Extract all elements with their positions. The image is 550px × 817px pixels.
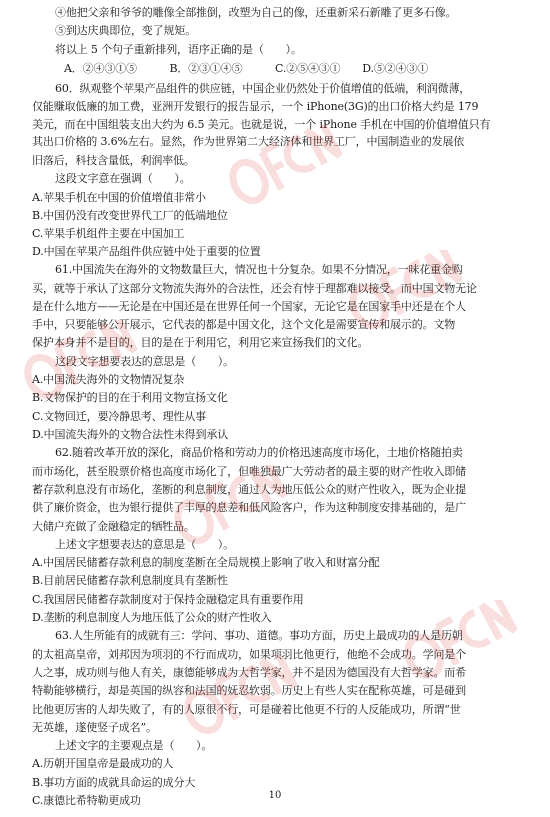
text-line: C.我国居民储蓄存款制度对于保持金融稳定具有重要作用 — [32, 593, 304, 606]
text-line: D.中国在苹果产品组件供应链中处于重要的位置 — [32, 245, 261, 258]
text-line: 上述文字的主要观点是（ ）。 — [55, 739, 213, 752]
text-line: D.中国流失海外的文物合法性未得到承认 — [32, 428, 229, 441]
text-line: 特勒能够横行，却是英国的纵容和法国的妩忍软弱。历史上有些人实在配称英雄，可是碰到 — [32, 684, 466, 697]
text-line: A.中国居民储蓄存款利息的制度垄断在全局规模上影响了收入和财富分配 — [32, 556, 380, 569]
text-line: C.文物回迁，要冷静思考、理性从事 — [32, 410, 206, 423]
text-line: 仅能赚取低廉的加工费，亚洲开发银行的报告显示，一个 iPhone(3G)的出口价格大约是 179 — [32, 100, 479, 113]
text-line: 手中，只要能够公开展示，它代表的都是中国文化，这个文化是需要宣传和展示的。文物 — [32, 318, 456, 331]
text-line: 买，就等于承认了这部分文物流失海外的合法性，还会有悖于理都难以接受。而中国文物无论 — [32, 282, 477, 295]
text-line: 上述文字想要表达的意思是（ ）。 — [55, 538, 234, 551]
text-line: 旧落后，科技含量低，利润率低。 — [32, 154, 195, 167]
text-line: 60．纵观整个苹果产品组件的供应链，中国企业仍然处于价值增值的低端，利润微薄， — [55, 82, 471, 95]
text-line: 供了廉价资金，也为银行提供了丰厚的息差和低风险客户，作为这种制度安排基础的，是广 — [32, 501, 466, 514]
text-line: ④他把父亲和爷爷的雕像全部推倒，改塑为自己的像，还重新采石新雕了更多石像。 — [55, 6, 457, 19]
text-line: ⑤到达庆典即位，变了规矩。 — [55, 24, 197, 37]
text-line: B.事功方面的成就具命运的成分大 — [32, 776, 196, 789]
text-line: 的太祖高皇帝，刘邦因为项羽的不行而成功，如果项羽比他更行，他绝不会成功。学问是个 — [32, 648, 466, 661]
page-number: 10 — [268, 790, 282, 801]
text-line: 将以上 5 个句子重新排列，语序正确的是（ ）。 — [55, 43, 302, 56]
text-line: 保护本身并不是目的，目的是在于利用它，利用它来宣扬我们的文化。 — [32, 336, 369, 349]
text-line: 这段文字意在强调（ ）。 — [55, 172, 191, 185]
text-line: 无英雄，遂使竖子成名”。 — [32, 721, 157, 734]
text-line: B.目前居民储蓄存款利息制度具有垄断性 — [32, 574, 228, 587]
text-line: 是在什么地方——无论是在中国还是在世界任何一个国家，无论它是在国家手中还是在个人 — [32, 300, 466, 313]
text-line: A．②④③①⑤ B．②③①④⑤ C.②⑤④③① D.⑤②④③① — [64, 62, 429, 75]
text-line: 其出口价格的 3.6%左右。显然，作为世界第二大经济体和世界工厂，中国制造业的发展依 — [32, 135, 465, 148]
text-line: 而市场化，甚至股票价格也高度市场化了，但唯独最广大劳动者的最主要的财产性收入即储 — [32, 465, 466, 478]
text-line: C.康德比希特勒更成功 — [32, 794, 141, 807]
text-line: 美元，而在中国组装支出大约为 6.5 美元。也就是说，一个 iPhone 手机在中国的价值增值只有 — [32, 118, 491, 131]
text-line: 62.随着改革开放的深化，商品价格和劳动力的价格迅速高度市场化，土地价格随拍卖 — [55, 446, 463, 459]
text-line: A.中国流失海外的文物情况复杂 — [32, 373, 185, 386]
text-line: A.苹果手机在中国的价值增值非常小 — [32, 191, 206, 204]
text-line: B.中国仍没有改变世界代工厂的低端地位 — [32, 209, 228, 222]
text-line: 63.人生所能有的成就有三：学问、事功、道德。事功方面，历史上最成功的人是历朝 — [55, 629, 463, 642]
text-line: D.垄断的利息制度人为地压低了公众的财产性收入 — [32, 611, 272, 624]
text-line: 这段文字想要表达的意思是（ ）。 — [55, 355, 234, 368]
text-line: C.苹果手机组件主要在中国加工 — [32, 227, 185, 240]
text-line: A.历朝开国皇帝是最成功的人 — [32, 757, 174, 770]
text-line: B.文物保护的目的在于利用文物宣扬文化 — [32, 391, 228, 404]
text-line: 大储户充做了金融稳定的牺牲品。 — [32, 520, 195, 533]
text-line: 比他更厉害的人却失败了，有的人原很不行，可是碰着比他更不行的人反能成功，所谓“世 — [32, 703, 461, 716]
text-line: 人之事，成功则与他人有关，康德能够成为大哲学家，并不是因为德国没有大哲学家。而希 — [32, 666, 466, 679]
text-line: 61.中国流失在海外的文物数量巨大，情况也十分复杂。如果不分情况，一味花重金购 — [55, 263, 463, 276]
text-line: 蓄存款利息没有市场化，垄断的利息制度，通过人为地压低公众的财产性收入，既为企业提 — [32, 483, 466, 496]
